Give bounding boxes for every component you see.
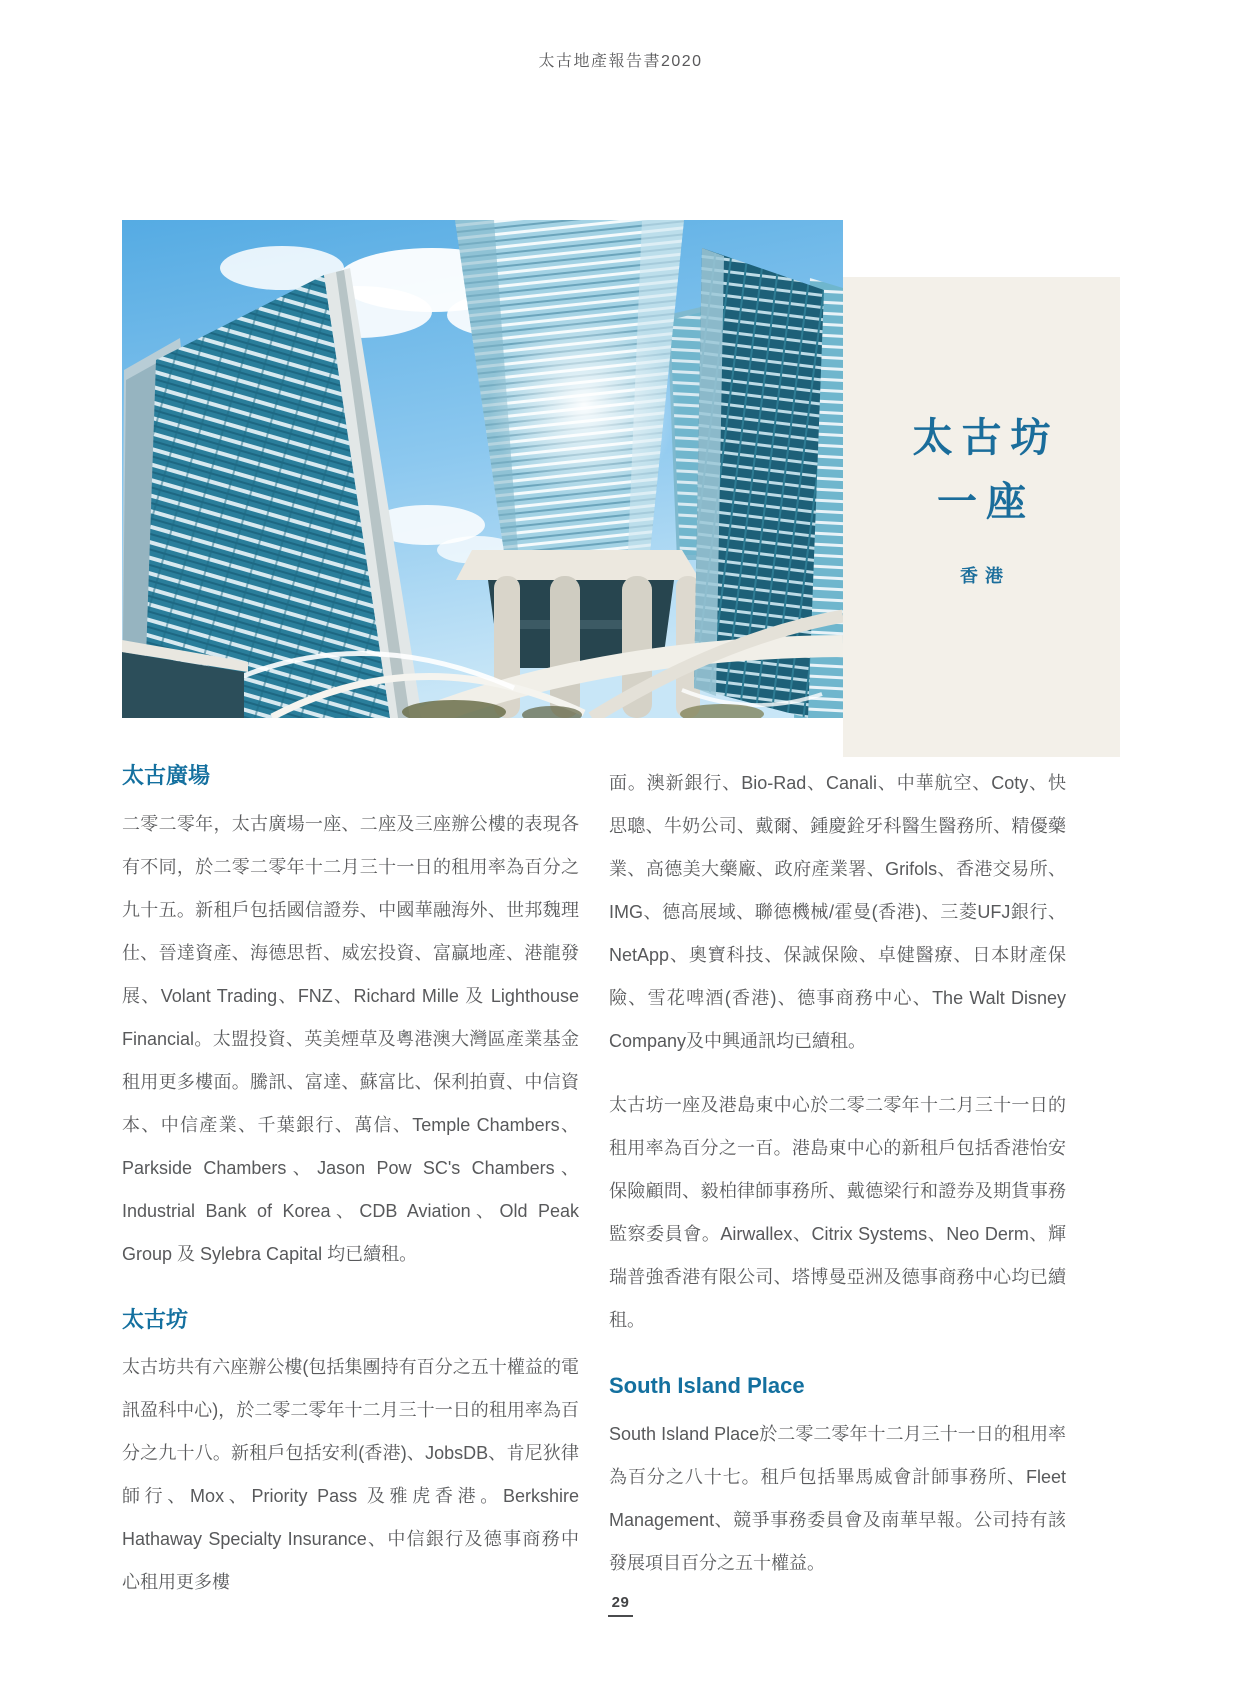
panel-title-line2: 一座 — [937, 480, 1035, 524]
right-column — [609, 762, 1066, 1585]
page-number: 29 — [608, 1594, 634, 1617]
section-south-island-place — [609, 1372, 1066, 1585]
panel-subtitle: 香港 — [960, 566, 1010, 586]
report-header: 太古地產報告書2020 — [538, 53, 703, 70]
body-paragraph: 太古坊一座及港島東中心於二零二零年十二月三十一日的租用率為百分之一百。港島東中心的新租戶包括香港怡安保險顧問、毅柏律師事務所、戴德梁行和證券及期貨事務監察委員會。Airwallex、Citrix Systems、Neo Derm、輝瑞普強香港有限公司、塔博曼亞洲及德事商務中心均已續租。 — [609, 1095, 1066, 1330]
page-footer — [0, 1594, 1241, 1617]
body-paragraph: 面。澳新銀行、Bio-Rad、Canali、中華航空、Coty、快思聰、牛奶公司、戴爾、鍾慶銓牙科醫生醫務所、精優藥業、高德美大藥廠、政府產業署、Grifols、香港交易所、IMG、德高展域、聯德機械/霍曼(香港)、三菱UFJ銀行、NetApp、奧寶科技、保誠保險、卓健醫療、日本財產保險、雪花啤酒(香港)、德事商務中心、The Walt Disney Company及中興通訊均已續租。 — [609, 773, 1066, 1051]
section-heading: 太古廣場 — [122, 763, 211, 788]
section-heading: South Island Place — [609, 1373, 805, 1398]
info-panel — [843, 277, 1120, 757]
body-paragraph: 二零二零年，太古廣場一座、二座及三座辦公樓的表現各有不同，於二零二零年十二月三十一日的租用率為百分之九十五。新租戶包括國信證券、中國華融海外、世邦魏理仕、晉達資產、海德思哲、威宏投資、富贏地產、港龍發展、Volant Trading、FNZ、Richard Mille 及 Lighthouse Financial。太盟投資、英美煙草及粵港澳大灣區產業基金租用更多樓面。騰訊、富達、蘇富比、保利拍賣、中信資本、中信產業、千葉銀行、萬信、Temple Chambers、Parkside Chambers、Jason Pow SC's Chambers、Industrial Bank of Korea、CDB Aviation、Old Peak Group 及 Sylebra Capital 均已續租。 — [122, 813, 579, 1264]
skyscrapers-illustration — [122, 220, 843, 718]
hero-photo — [122, 220, 843, 718]
body-paragraph: 太古坊共有六座辦公樓(包括集團持有百分之五十權益的電訊盈科中心)，於二零二零年十二月三十一日的租用率為百分之九十八。新租戶包括安利(香港)、JobsDB、肯尼狄律師行、Mox、Priority Pass 及雅虎香港。Berkshire Hathaway Specialty Insurance、中信銀行及德事商務中心租用更多樓 — [122, 1357, 579, 1592]
section-pacific-place — [122, 762, 579, 1276]
panel-title-line1: 太古坊 — [912, 416, 1060, 460]
body-paragraph: South Island Place於二零二零年十二月三十一日的租用率為百分之八十七。租戶包括畢馬威會計師事務所、Fleet Management、競爭事務委員會及南華早報。公司持有該發展項目百分之五十權益。 — [609, 1423, 1066, 1573]
section-taikoo-place — [122, 1306, 579, 1605]
panel-title — [904, 406, 1060, 534]
section-taikoo-place-continued — [609, 762, 1066, 1342]
left-column — [122, 762, 579, 1604]
section-heading: 太古坊 — [122, 1306, 189, 1332]
